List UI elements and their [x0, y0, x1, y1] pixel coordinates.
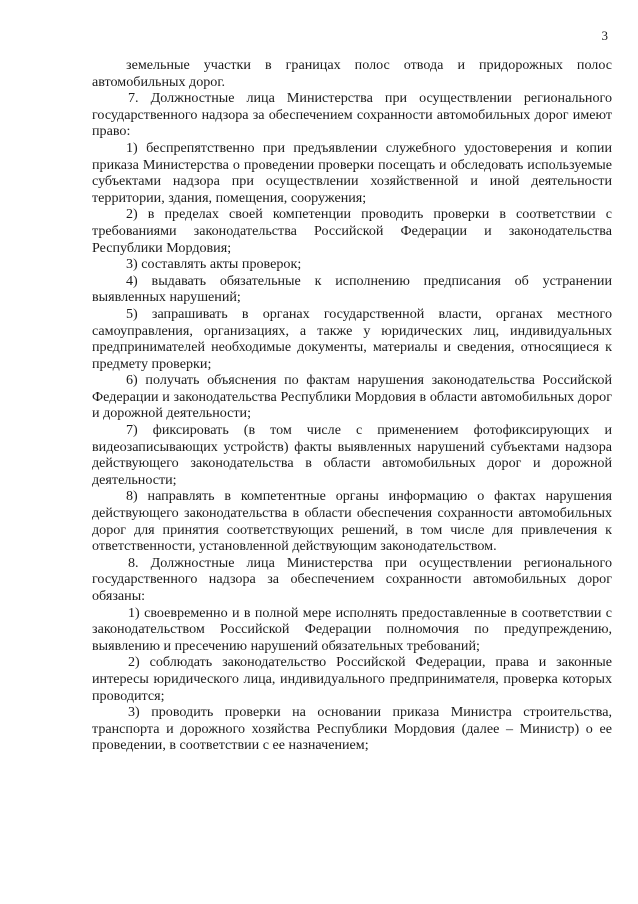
- list-item-8-2: 2) соблюдать законодательство Российской Федерации, права и законные интересы юридического лица, индивидуального предпринимателя, проверка которых проводится;: [92, 654, 612, 704]
- page-number: 3: [601, 28, 608, 43]
- list-item-7-1: 1) беспрепятственно при предъявлении служебного удостоверения и копии приказа Министерства о проведении проверки посещать и обследовать используемые субъектами надзора при осуществлении хозяйственной и иной деятельности территории, здания, помещения, сооружения;: [92, 139, 612, 206]
- list-item-7-4: 4) выдавать обязательные к исполнению предписания об устранении выявленных нарушений;: [92, 272, 612, 306]
- list-item-7-8: 8) направлять в компетентные органы информацию о фактах нарушения действующего законодательства в области обеспечения сохранности автомобильных дорог для принятия соответствующих решений, в том числе для привлечения к ответственности, установленной действующим законодательством.: [92, 488, 612, 555]
- list-item-7-6: 6) получать объяснения по фактам нарушения законодательства Российской Федерации и законодательства Республики Мордовия в области автомобильных дорог и дорожной деятельности;: [92, 372, 612, 422]
- section-7-heading: 7. Должностные лица Министерства при осуществлении регионального государственного надзора за обеспечением сохранности автомобильных дорог имеют право:: [92, 90, 612, 140]
- paragraph-continuation: земельные участки в границах полос отвода и придорожных полос автомобильных дорог.: [92, 57, 612, 90]
- list-item-8-3: 3) проводить проверки на основании приказа Министра строительства, транспорта и дорожного хозяйства Республики Мордовия (далее – Министр) о ее проведении, в соответствии с ее назначением;: [92, 704, 612, 754]
- list-item-7-5: 5) запрашивать в органах государственной власти, органах местного самоуправления, организациях, а также у юридических лиц, индивидуальных предпринимателей необходимые документы, материалы и сведения, относящиеся к предмету проверки;: [92, 305, 612, 372]
- list-item-7-2: 2) в пределах своей компетенции проводить проверки в соответствии с требованиями законодательства Российской Федерации и законодательства Республики Мордовия;: [92, 206, 612, 256]
- list-item-7-3: 3) составлять акты проверок;: [126, 256, 302, 273]
- document-body: [92, 57, 612, 754]
- section-8-heading: 8. Должностные лица Министерства при осуществлении регионального государственного надзора за обеспечением сохранности автомобильных дорог обязаны:: [92, 554, 612, 604]
- list-item-7-7: 7) фиксировать (в том числе с применением фотофиксирующих и видеозаписывающих устройств) факты выявленных нарушений субъектами надзора действующего законодательства в области автомобильных дорог и дорожной деятельности;: [92, 422, 612, 488]
- list-item-8-1: 1) своевременно и в полной мере исполнять предоставленные в соответствии с законодательством Российской Федерации полномочия по предупреждению, выявлению и пресечению нарушений обязательных требований;: [92, 604, 612, 654]
